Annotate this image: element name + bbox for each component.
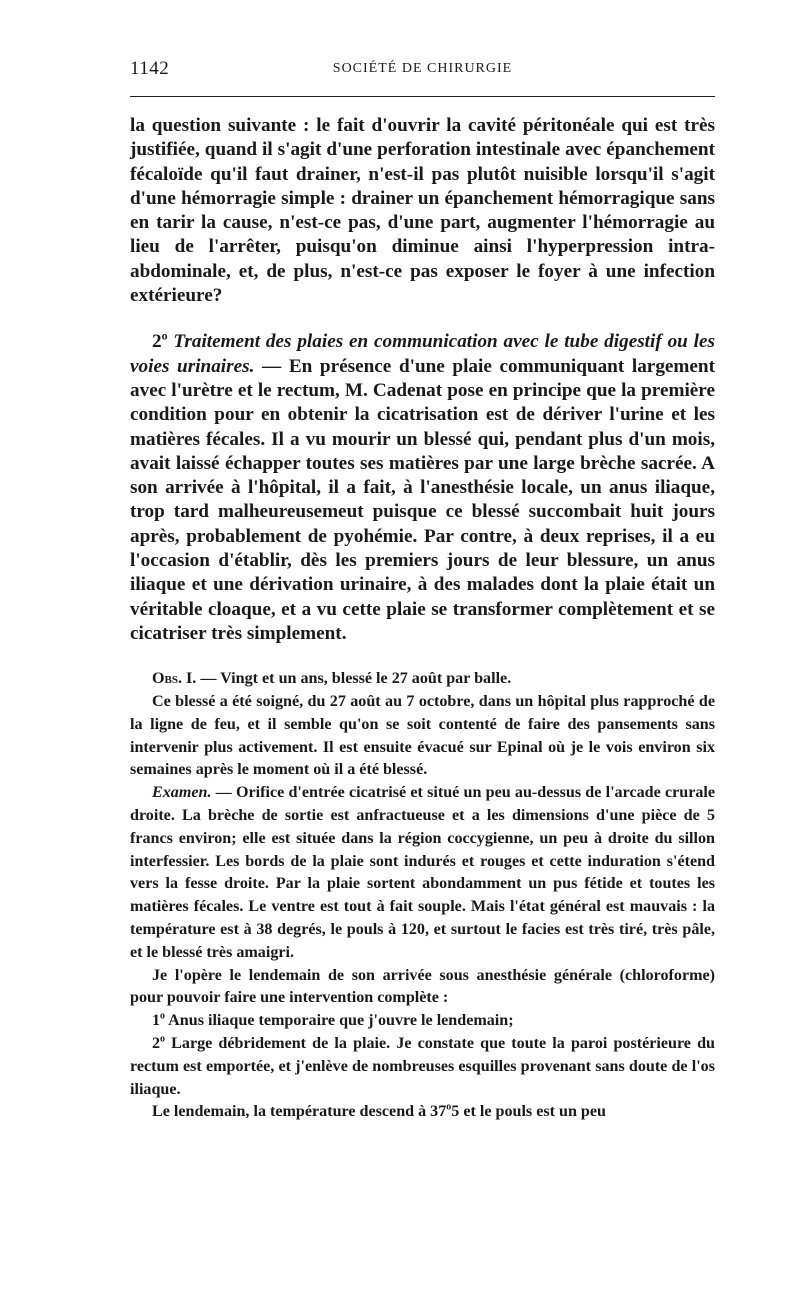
section-number: 2 [152, 331, 162, 353]
observation-heading [130, 668, 715, 691]
examen-text: — Orifice d'entrée cicatrisé et situé un peu au-dessus de l'arcade crurale droite. La brèche de sortie est anfractueuse et a les dimensions d'une pièce de 5 francs environ; elle est située dans la région coccygienne, un peu à droite du sillon interfessier. Les bords de la plaie sont indurés et rouges et cette induration s'étend vers la fesse droite. Par la plaie sortent abondamment un pus fétide et toutes les matières fécales. Le ventre est tout à fait souple. Mais l'état général est mauvais : la température est à 38 degrés, le pouls à 120, et surtout le facies est très tiré, très pâle, et le blessé très amaigri. [130, 784, 715, 961]
examen-label: Examen. [152, 784, 212, 802]
following-day-sup: o [446, 1102, 452, 1114]
paragraph-following-day [130, 1101, 715, 1124]
following-day-text-a: Le lendemain, la température descend à 37 [152, 1103, 447, 1121]
list-item-1-number: 1 [152, 1012, 161, 1030]
list-item-1 [130, 1010, 715, 1033]
list-item-1-sup: o [160, 1010, 166, 1022]
list-item-1-text: Anus iliaque temporaire que j'ouvre le lendemain; [165, 1012, 514, 1030]
paragraph-history: Ce blessé a été soigné, du 27 août au 7 octobre, dans un hôpital plus rapproché de la ligne de feu, et il semble qu'on se soit contenté de faire des pansements sans intervenir plus activement. Il est ensuite évacué sur Epinal où je le vois environ six semaines après le moment où il a été blessé. [130, 693, 715, 779]
observation-label: Obs. I. [152, 670, 197, 688]
header-rule [130, 96, 715, 97]
section-number-sup: o [161, 328, 168, 343]
list-item-2-number: 2 [152, 1034, 161, 1052]
body-text [130, 114, 715, 1124]
paragraph-question: la question suivante : le fait d'ouvrir la cavité péritonéale qui est très justifiée, quand il s'agit d'une perforation intestinale avec épanchement fécaloïde qu'il faut drainer, n'est-il pas plutôt nuisible lorsqu'il s'agit d'une hémorragie simple : drainer un épanchement hémorragique sans en tarir la cause, n'est-ce pas, d'une part, augmenter l'hémorragie au lieu de l'arrêter, puisqu'on diminue ainsi l'hyperpression intra-abdominale, et, de plus, n'est-ce pas exposer le foyer à une infection extérieure? [130, 115, 715, 307]
paragraph-examen [130, 782, 715, 964]
page-number: 1142 [130, 58, 170, 79]
list-item-2 [130, 1033, 715, 1101]
observation-text: — Vingt et un ans, blessé le 27 août par balle. [196, 670, 512, 688]
page-header [130, 58, 715, 82]
paragraph-treatment [130, 330, 715, 646]
following-day-text-b: 5 et le pouls est un peu [451, 1103, 606, 1121]
section-title: Traitement des plaies en communication avec le tube digestif ou les voies urinaires. [130, 331, 715, 377]
list-item-2-sup: o [160, 1033, 166, 1045]
list-item-2-text: Large débridement de la plaie. Je constate que toute la paroi postérieure du rectum est emportée, et j'enlève de nombreuses esquilles provenant sans doute de l'os iliaque. [130, 1034, 715, 1098]
paragraph-operation: Je l'opère le lendemain de son arrivée sous anesthésie générale (chloroforme) pour pouvoir faire une intervention complète : [130, 966, 715, 1007]
section-text: — En présence d'une plaie communiquant largement avec l'urètre et le rectum, M. Cadenat pose en principe que la première condition pour en obtenir la cicatrisation est de dériver l'urine et les matières fécales. Il a vu mourir un blessé qui, pendant plus d'un mois, avait laissé échapper toutes ses matières par une large brèche sacrée. A son arrivée à l'hôpital, il a fait, à l'anesthésie locale, un anus iliaque, trop tard malheureusemeut puisque ce blessé succombait huit jours après, probablement de pyohémie. Par contre, à deux reprises, il a eu l'occasion d'établir, dès les premiers jours de leur blessure, un anus iliaque et une dérivation urinaire, à des malades dont la plaie était un véritable cloaque, et a vu cette plaie se transformer complètement et se cicatriser très simplement. [130, 355, 715, 644]
running-title: SOCIÉTÉ DE CHIRURGIE [332, 61, 513, 76]
